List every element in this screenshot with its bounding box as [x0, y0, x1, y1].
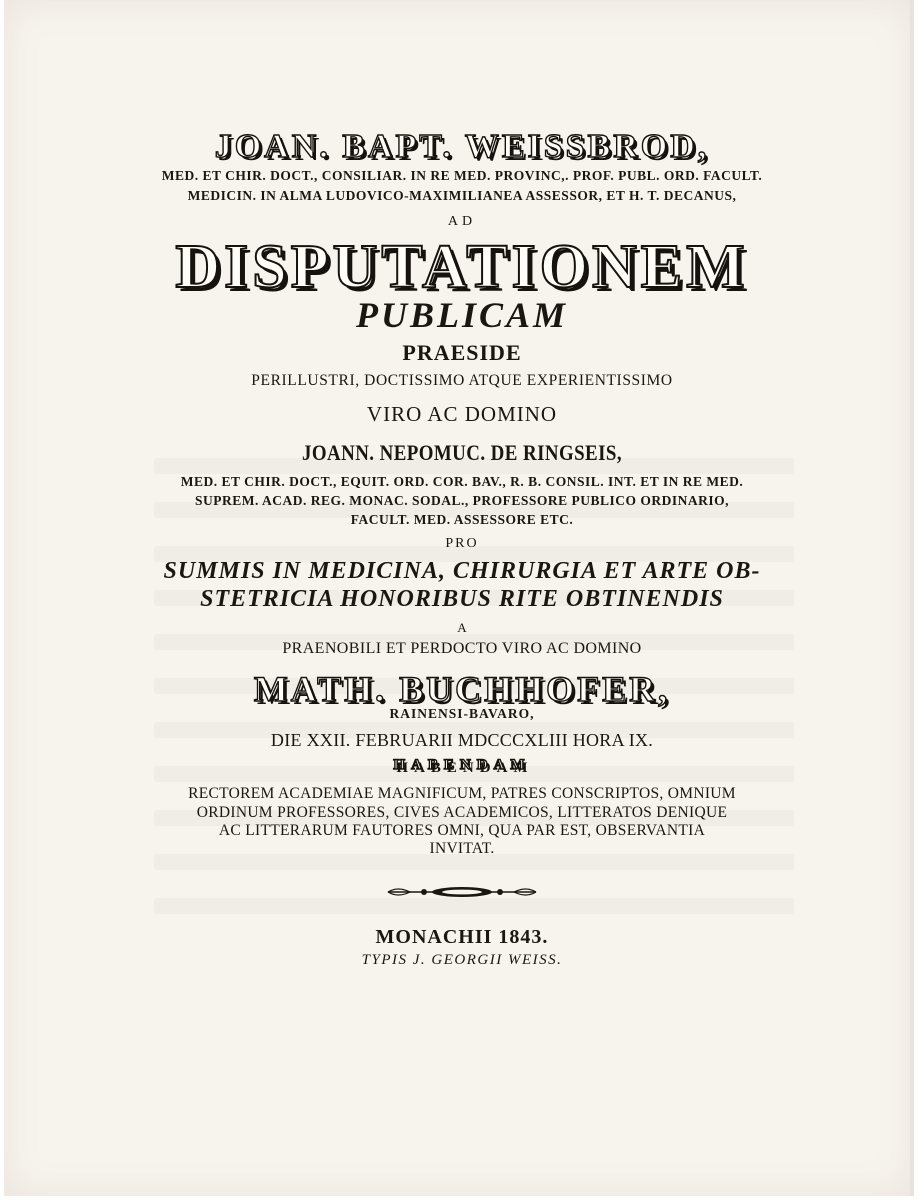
main-title-disputationem: DISPUTATIONEM [175, 233, 749, 301]
author-credentials-line-2: MEDICIN. IN ALMA LUDOVICO-MAXIMILIANEA ASSESSOR, ET H. T. DECANUS, [187, 188, 737, 203]
imprint-place-year: MONACHII 1843. [375, 926, 549, 948]
purpose-line-2: STETRICIA HONORIBUS RITE OBTINENDIS [200, 586, 724, 612]
candidate-epithets: PRAENOBILI ET PERDOCTO VIRO AC DOMINO [282, 640, 642, 657]
ornamental-rule [0, 882, 924, 902]
praeses-title-line: SUPREM. ACAD. REG. MONAC. SODAL., PROFESSORE PUBLICO ORDINARIO, [194, 493, 730, 508]
viro-ac-domino: VIRO AC DOMINO [366, 402, 558, 426]
invitation-line: ORDINUM PROFESSORES, CIVES ACADEMICOS, LITTERATOS DENIQUE [196, 804, 728, 821]
habendam-word: HABENDAM [393, 757, 531, 773]
candidate-name: MATH. BUCHHOFER, [253, 669, 671, 709]
a-word: A [457, 620, 467, 635]
ornament-divider-icon [0, 882, 924, 902]
subtitle-publicam: PUBLICAM [355, 295, 569, 335]
author-credentials-line-1: MED. ET CHIR. DOCT., CONSILIAR. IN RE MED. PROVINC,. PROF. PUBL. ORD. FACULT. [161, 168, 763, 183]
date-line: DIE XXII. FEBRUARII MDCCCXLIII HORA IX. [270, 730, 654, 750]
praeses-name: JOANN. NEPOMUC. DE RINGSEIS, [301, 440, 623, 465]
pro-word: PRO [445, 536, 479, 551]
praeses-title-line: FACULT. MED. ASSESSORE ETC. [350, 512, 574, 527]
invitation-line: AC LITTERARUM FAUTORES OMNI, QUA PAR EST, OBSERVANTIA [218, 822, 706, 839]
imprint-printer: TYPIS J. GEORGII WEISS. [361, 952, 563, 968]
praeses-epithets: PERILLUSTRI, DOCTISSIMO ATQUE EXPERIENTISSIMO [251, 372, 673, 389]
author-name: JOAN. BAPT. WEISSBROD, [214, 128, 710, 165]
invitation-line: RECTOREM ACADEMIAE MAGNIFICUM, PATRES CONSCRIPTOS, OMNIUM [188, 785, 736, 802]
candidate-origin: RAINENSI-BAVARO, [389, 706, 535, 721]
ad-word: AD [447, 214, 477, 229]
praeside-heading: PRAESIDE [402, 340, 522, 365]
purpose-line-1: SUMMIS IN MEDICINA, CHIRURGIA ET ARTE OB- [163, 558, 761, 584]
praeses-title-line: MED. ET CHIR. DOCT., EQUIT. ORD. COR. BAV., R. B. CONSIL. INT. ET IN RE MED. [180, 474, 744, 489]
invitation-line: INVITAT. [429, 840, 495, 857]
